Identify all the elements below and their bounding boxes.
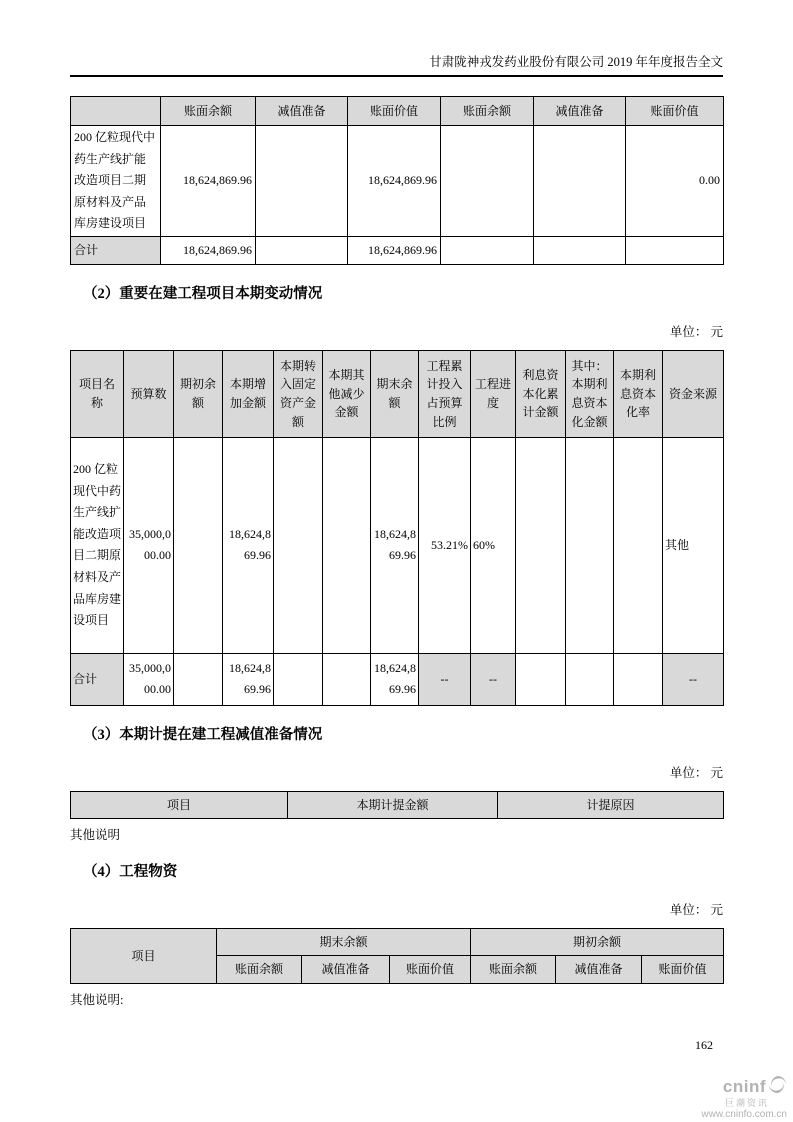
table-cell (626, 236, 724, 264)
table-cell: 60% (471, 437, 516, 653)
table-header-cell: 计提原因 (498, 791, 724, 818)
table-cell: 53.21% (419, 437, 471, 653)
section-4-title: （4）工程物资 (83, 863, 178, 880)
table-cell: 18,624,869.96 (223, 653, 274, 705)
table-header-cell: 账面价值 (348, 97, 441, 126)
table-header-cell: 预算数 (124, 350, 174, 437)
cip-changes-table (70, 350, 724, 706)
table-header-cell (71, 97, 161, 126)
table-header-cell: 减值准备 (556, 955, 642, 983)
page-number: 162 (695, 1038, 713, 1052)
table-row-total (71, 236, 724, 264)
table-header-cell: 项目名称 (71, 350, 124, 437)
table-cell (614, 437, 663, 653)
table-header-cell: 本期计提金额 (288, 791, 498, 818)
table-header-cell: 项目 (71, 928, 217, 983)
total-label-cell: 合计 (71, 236, 161, 264)
table-header-cell: 账面余额 (441, 97, 534, 126)
table-cell (516, 437, 566, 653)
table-row-project (71, 437, 724, 653)
table-cell (441, 126, 534, 237)
cninfo-logo (677, 1075, 787, 1120)
engineering-materials-table (70, 928, 724, 984)
cninfo-brand-row (677, 1075, 787, 1098)
table-header-row (71, 97, 724, 126)
cninfo-swirl-icon (768, 1075, 787, 1098)
table-cell (274, 437, 323, 653)
table-header-cell: 减值准备 (534, 97, 626, 126)
table-header-row (71, 350, 724, 437)
table-cell (174, 437, 223, 653)
table-row-total (71, 653, 724, 705)
table-header-group-begin: 期初余额 (471, 928, 724, 955)
table-cell: 0.00 (626, 126, 724, 237)
table-cell (323, 653, 371, 705)
table-cell (566, 437, 614, 653)
total-label-cell: 合计 (71, 653, 124, 705)
table-cell: -- (471, 653, 516, 705)
table-cell: 35,000,000.00 (124, 653, 174, 705)
unit-label: 单位： 元 (669, 902, 723, 917)
table-header-cell: 期初余额 (174, 350, 223, 437)
table-header-cell: 工程进度 (471, 350, 516, 437)
table-header-cell: 账面余额 (471, 955, 556, 983)
table-cell: 18,624,869.96 (348, 126, 441, 237)
section-3-title: （3）本期计提在建工程减值准备情况 (83, 726, 323, 743)
table-cell: 35,000,000.00 (124, 437, 174, 653)
table-cell: 18,624,869.96 (161, 236, 256, 264)
table-header-cell: 本期利息资本化率 (614, 350, 663, 437)
table-header-cell: 减值准备 (302, 955, 390, 983)
other-note: 其他说明: (70, 992, 124, 1007)
table-header-cell: 账面价值 (390, 955, 471, 983)
cip-balance-table (70, 96, 724, 265)
table-cell: 18,624,869.96 (223, 437, 274, 653)
table-header-cell: 资金来源 (663, 350, 724, 437)
table-cell (323, 437, 371, 653)
project-name-cell: 200 亿粒现代中药生产线扩能改造项目二期原材料及产品库房建设项目 (71, 437, 124, 653)
unit-label: 单位： 元 (669, 324, 723, 339)
table-header-cell: 账面价值 (626, 97, 724, 126)
table-header-cell: 账面余额 (161, 97, 256, 126)
table-cell (516, 653, 566, 705)
unit-label: 单位： 元 (669, 765, 723, 780)
table-header-cell: 本期增加金额 (223, 350, 274, 437)
table-header-row (71, 928, 724, 955)
table-cell: 18,624,869.96 (371, 437, 419, 653)
table-cell (256, 126, 348, 237)
section-2-title: （2）重要在建工程项目本期变动情况 (83, 285, 323, 302)
table-header-cell: 本期其他减少金额 (323, 350, 371, 437)
table-cell: -- (663, 653, 724, 705)
table-cell: 其他 (663, 437, 724, 653)
table-cell (256, 236, 348, 264)
cninfo-brand-text: cninf (722, 1077, 766, 1096)
table-cell (441, 236, 534, 264)
other-note: 其他说明 (70, 827, 121, 842)
table-header-cell: 期末余额 (371, 350, 419, 437)
cninfo-chinese-name: 巨潮资讯 (724, 1098, 769, 1108)
table-header-cell: 其中：本期利息资本化金额 (566, 350, 614, 437)
table-header-cell: 工程累计投入占预算比例 (419, 350, 471, 437)
table-cell: 18,624,869.96 (161, 126, 256, 237)
table-header-cell: 利息资本化累计金额 (516, 350, 566, 437)
document-header-title: 甘肃陇神戎发药业股份有限公司 2019 年年度报告全文 (70, 55, 723, 77)
table-cell (534, 236, 626, 264)
table-cell (274, 653, 323, 705)
table-cell (566, 653, 614, 705)
cninfo-url: www.cninfo.com.cn (701, 1109, 787, 1120)
table-header-row (71, 791, 724, 818)
table-cell: -- (419, 653, 471, 705)
table-cell: 18,624,869.96 (371, 653, 419, 705)
table-header-cell: 账面余额 (217, 955, 302, 983)
cip-impairment-table (70, 791, 724, 819)
table-cell (174, 653, 223, 705)
table-header-cell: 本期转入固定资产金额 (274, 350, 323, 437)
table-header-cell: 项目 (71, 791, 288, 818)
table-cell (534, 126, 626, 237)
table-cell: 18,624,869.96 (348, 236, 441, 264)
table-header-cell: 减值准备 (256, 97, 348, 126)
table-cell (614, 653, 663, 705)
table-header-cell: 账面价值 (642, 955, 724, 983)
table-header-group-end: 期末余额 (217, 928, 471, 955)
table-row-project (71, 126, 724, 237)
project-name-cell: 200 亿粒现代中药生产线扩能改造项目二期原材料及产品库房建设项目 (71, 126, 161, 237)
